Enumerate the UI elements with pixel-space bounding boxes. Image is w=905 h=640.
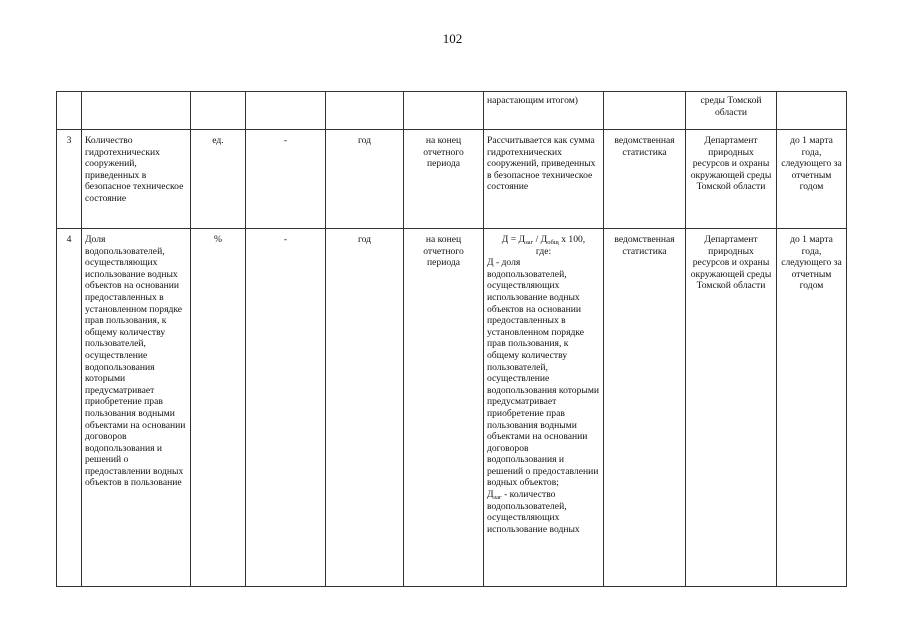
cell-method: Рассчитывается как сумма гидротехнических сооружений, приведенных в безопасное техническое состояние [484, 130, 604, 229]
page-number: 102 [442, 31, 463, 46]
table-row [57, 229, 847, 587]
cell-deadline: до 1 марта года, следующего за отчетным годом [777, 130, 847, 229]
table-row [57, 130, 847, 229]
formula-where: где: [535, 245, 552, 257]
cell-no: 4 [57, 229, 82, 587]
cell-deadline: до 1 марта года, следующего за отчетным годом [777, 229, 847, 587]
cell-responsible: Департамент природных ресурсов и охраны окружающей среды Томской области [686, 229, 777, 587]
method-text-2: $Д_{заг}$ - количество водопользователей, осуществляющих использование водных [487, 489, 580, 535]
cell-unit: % [191, 229, 246, 587]
cell-source: ведомственная статистика [604, 130, 686, 229]
cell-unit [191, 92, 246, 130]
cell-no [57, 92, 82, 130]
cell-method: нарастающим итогом) [484, 92, 604, 130]
formula: $Д = Д_{заг} / Д_{общ}$ х 100, [501, 234, 586, 246]
cell-name [82, 92, 191, 130]
cell-no: 3 [57, 130, 82, 229]
cell-dash: - [246, 130, 326, 229]
cell-deadline [777, 92, 847, 130]
cell-responsible: среды Томской области [686, 92, 777, 130]
cell-period: год [326, 229, 404, 587]
cell-unit: ед. [191, 130, 246, 229]
cell-time: на конец отчетного периода [404, 130, 484, 229]
cell-source: ведомственная статистика [604, 229, 686, 587]
table-row [57, 92, 847, 130]
cell-source [604, 92, 686, 130]
cell-time [404, 92, 484, 130]
cell-dash: - [246, 229, 326, 587]
cell-name: Доля водопользователей, осуществляющих использование водных объектов на основании предоставленных в установленном порядке прав пользования, к общему количеству пользователей, осуществление водопользования которыми предусматривает приобретение прав пользования водными объектами на основании договоров водопользования и решений о предоставлении водных объектов в пользование [82, 229, 191, 587]
cell-responsible: Департамент природных ресурсов и охраны окружающей среды Томской области [686, 130, 777, 229]
cell-period [326, 92, 404, 130]
cell-dash [246, 92, 326, 130]
cell-name: Количество гидротехнических сооружений, приведенных в безопасное техническое состояние [82, 130, 191, 229]
method-text: Д - доля водопользователей, осуществляющих использование водных объектов на основании предоставленных в установленном порядке прав пользования, к общему количеству пользователей, осуществление водопользования которыми предусматривает приобретение прав пользования водными объектами на основании договоров водопользования и решений о предоставлении водных объектов; [487, 257, 600, 489]
indicator-table [56, 91, 847, 587]
cell-time: на конец отчетного периода [404, 229, 484, 587]
cell-period: год [326, 130, 404, 229]
cell-method [484, 229, 604, 587]
